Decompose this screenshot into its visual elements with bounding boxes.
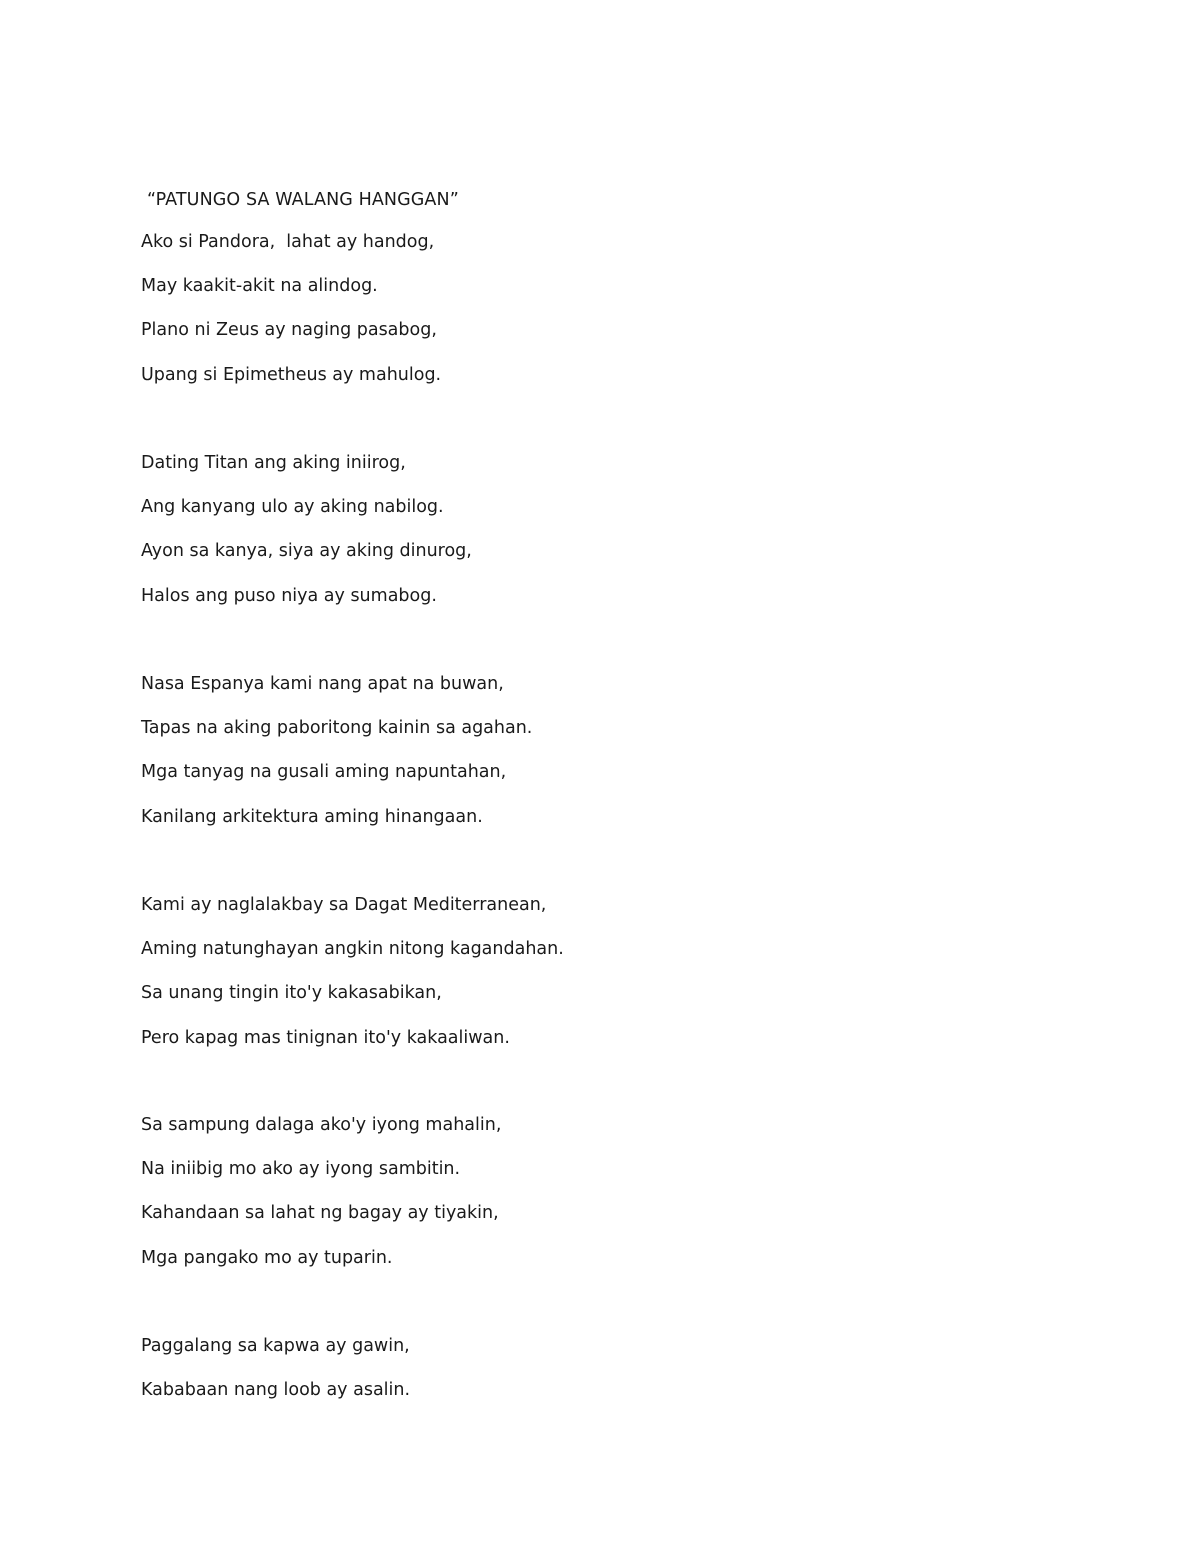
poem-line: Sa unang tingin ito'y kakasabikan, xyxy=(141,983,442,1004)
poem-line: May kaakit-akit na alindog. xyxy=(141,276,378,297)
poem-line: Na iniibig mo ako ay iyong sambitin. xyxy=(141,1159,461,1180)
poem-line: Kami ay naglalakbay sa Dagat Mediterranean, xyxy=(141,895,547,915)
poem-line: Halos ang puso niya ay sumabog. xyxy=(141,585,437,606)
poem-line: Kanilang arkitektura aming hinangaan. xyxy=(141,806,483,827)
poem-line: Tapas na aking paboritong kainin sa agahan. xyxy=(141,718,533,739)
poem-line: Kababaan nang loob ay asalin. xyxy=(141,1380,411,1401)
poem-line: Kahandaan sa lahat ng bagay ay tiyakin, xyxy=(141,1203,499,1224)
stanza-6 xyxy=(141,1332,1041,1420)
poem-line: Ang kanyang ulo ay aking nabilog. xyxy=(141,497,444,518)
poem-line: Paggalang sa kapwa ay gawin, xyxy=(141,1336,410,1356)
poem-line: Upang si Epimetheus ay mahulog. xyxy=(141,364,442,385)
stanza-3 xyxy=(141,670,1041,847)
poem-line: Aming natunghayan angkin nitong kagandahan. xyxy=(141,939,564,960)
poem-line: Ako si Pandora, lahat ay handog, xyxy=(141,232,435,252)
poem-line: Plano ni Zeus ay naging pasabog, xyxy=(141,320,437,341)
stanza-5 xyxy=(141,1111,1041,1288)
poem-line: Pero kapag mas tinignan ito'y kakaaliwan. xyxy=(141,1027,510,1048)
stanza-4 xyxy=(141,891,1041,1068)
poem-line: Mga pangako mo ay tuparin. xyxy=(141,1247,393,1268)
poem-title: “PATUNGO SA WALANG HANGGAN” xyxy=(147,190,459,210)
poem-line: Mga tanyag na gusali aming napuntahan, xyxy=(141,762,507,783)
poem-line: Ayon sa kanya, siya ay aking dinurog, xyxy=(141,541,472,562)
poem-line: Dating Titan ang aking iniirog, xyxy=(141,453,406,473)
stanza-2 xyxy=(141,449,1041,626)
stanza-1 xyxy=(141,228,1041,405)
poem-line: Nasa Espanya kami nang apat na buwan, xyxy=(141,674,504,694)
poem-line: Sa sampung dalaga ako'y iyong mahalin, xyxy=(141,1115,502,1135)
